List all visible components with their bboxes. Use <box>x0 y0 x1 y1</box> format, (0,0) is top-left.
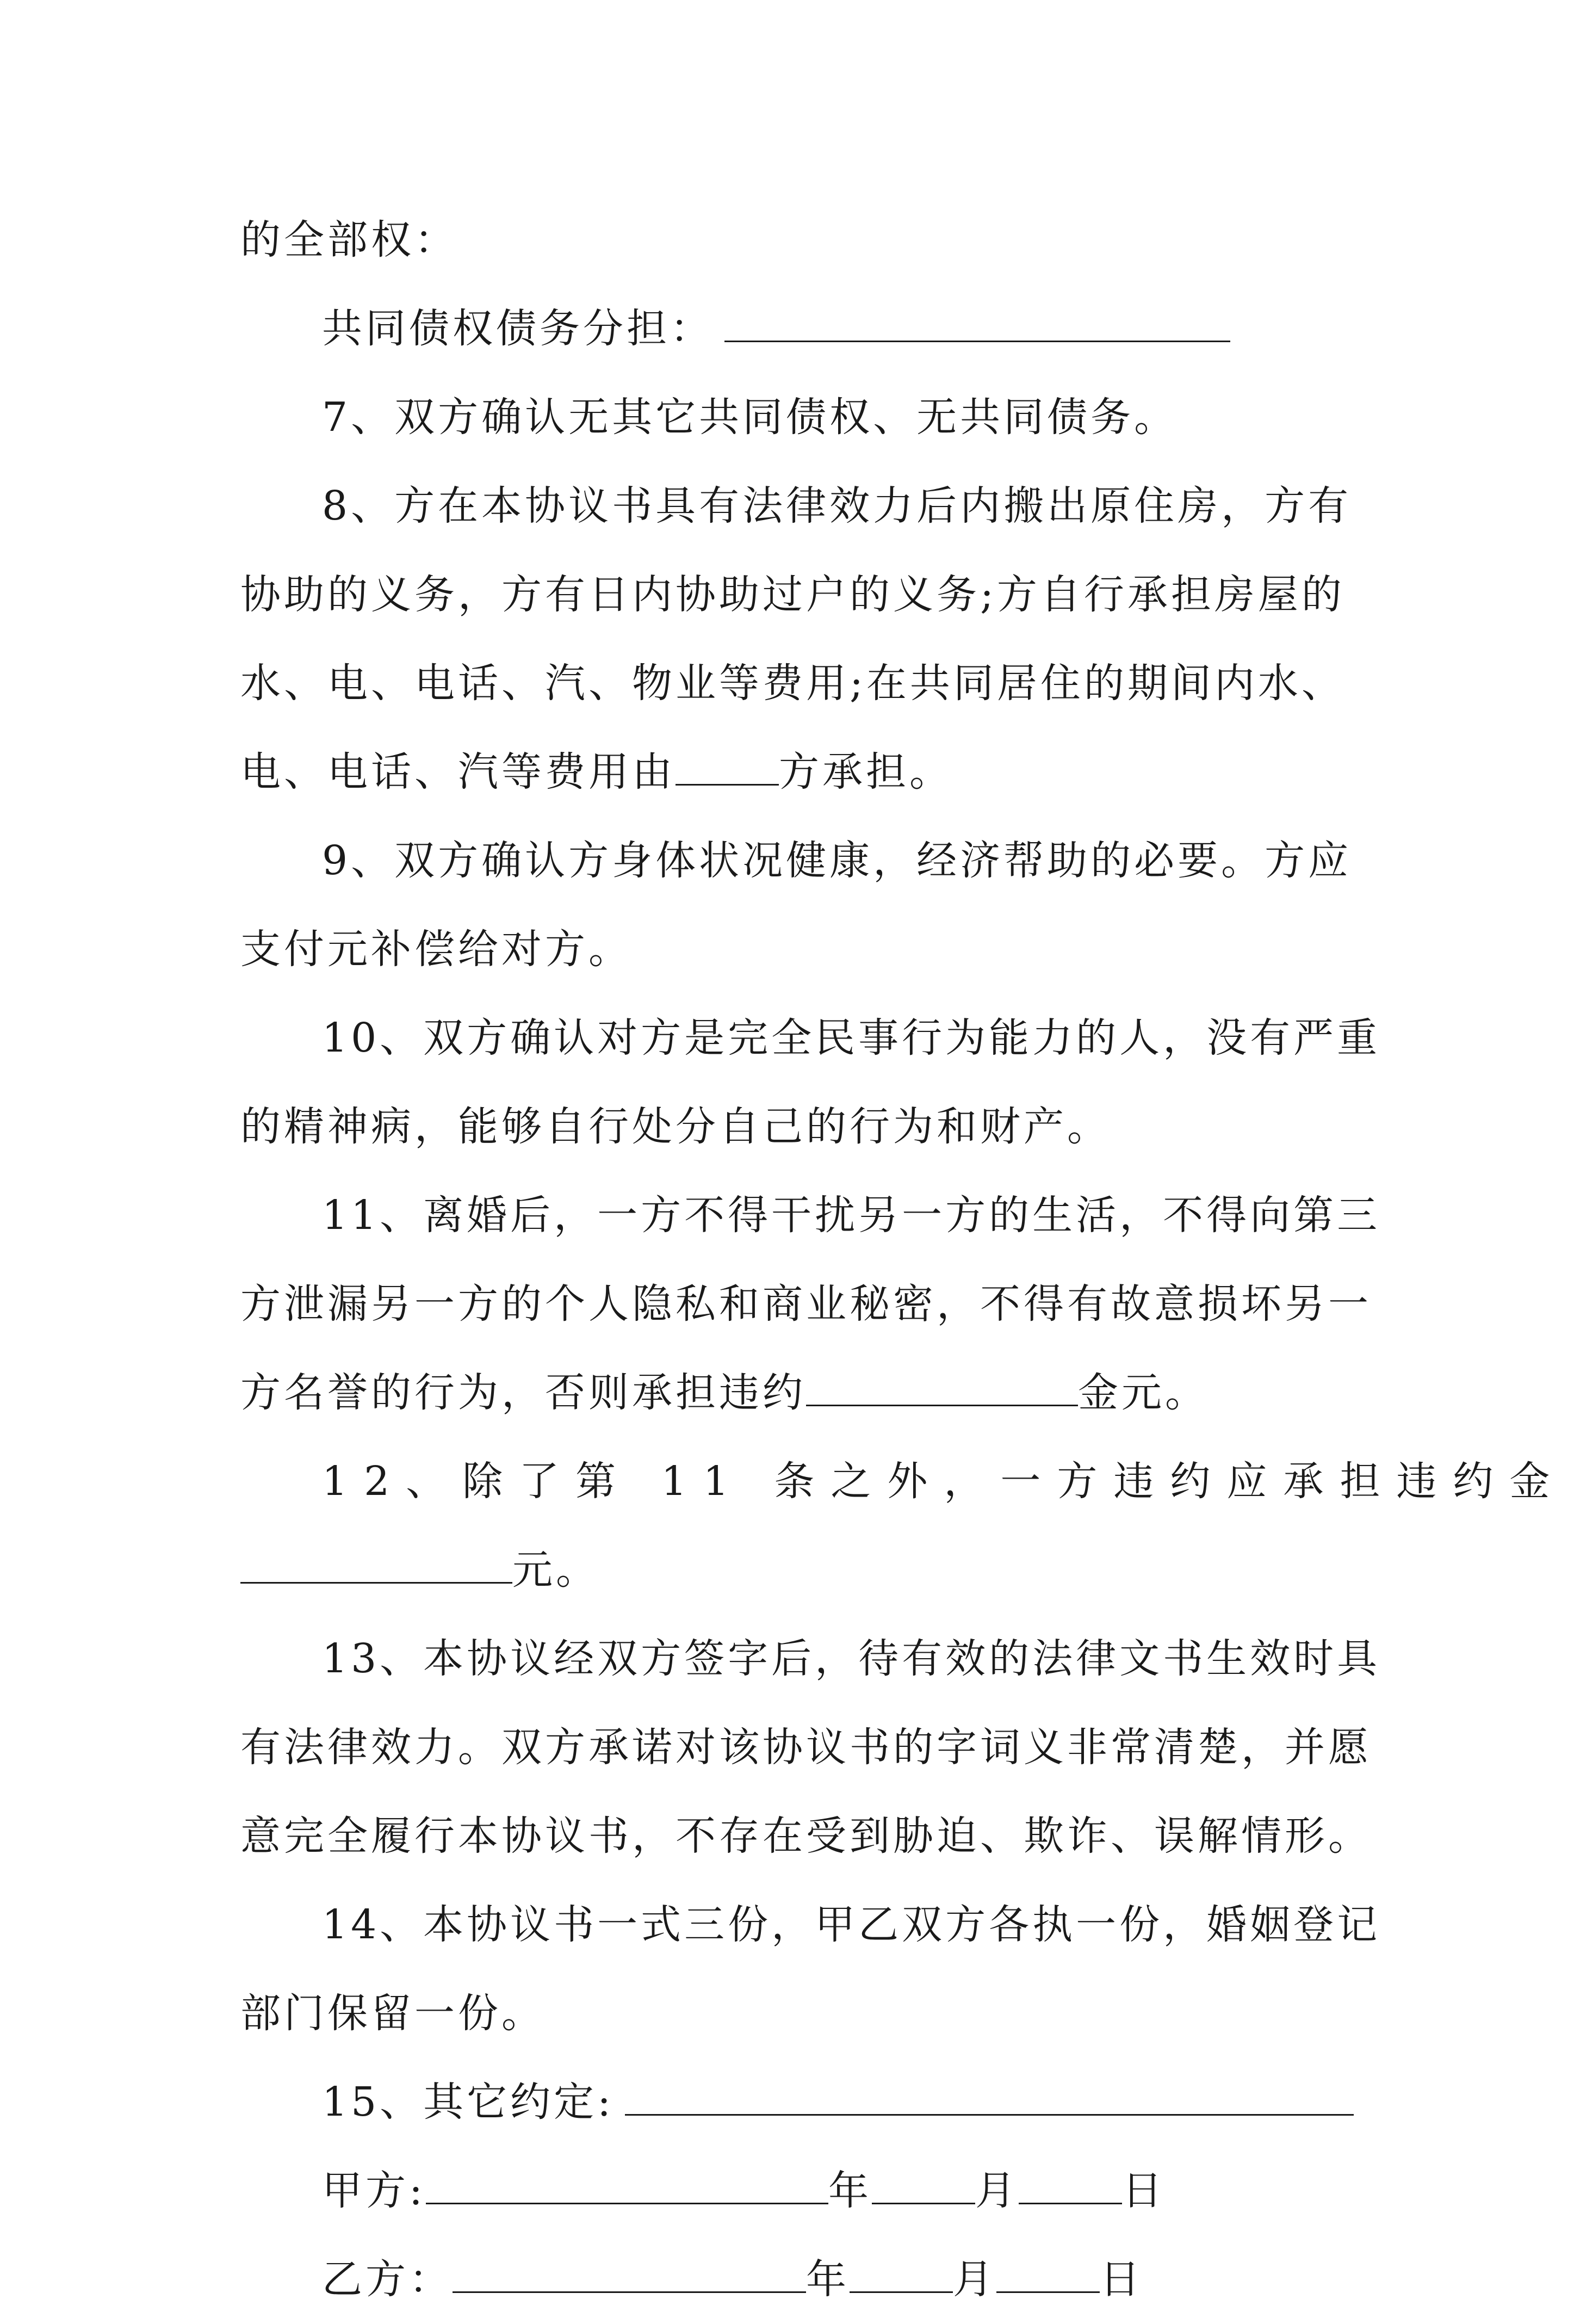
clause-7: 7、双方确认无其它共同债权、无共同债务。 <box>322 394 1178 441</box>
debt-sharing-label: 共同债权债务分担： <box>322 305 714 352</box>
clause-15-line <box>240 2058 1346 2147</box>
clause-8-line-2: 协助的义务，方有日内协助过户的义务;方自行承担房屋的 <box>240 571 1345 618</box>
clause-15-blank <box>625 2081 1354 2116</box>
party-a-month-label: 月 <box>975 2167 1019 2214</box>
party-a-label: 甲方: <box>322 2167 426 2214</box>
party-b-day-blank <box>996 2259 1100 2293</box>
clause-8-line-1: 8、方在本协议书具有法律效力后内搬出原住房，方有 <box>322 483 1352 529</box>
party-b-signature-row <box>240 2235 1346 2324</box>
clause-11-blank <box>806 1372 1078 1406</box>
debt-sharing-line <box>240 285 1346 373</box>
clause-8-tail: 方承担。 <box>779 749 953 795</box>
clause-12-blank <box>240 1549 512 1584</box>
party-a-name-blank <box>426 2170 828 2204</box>
party-a-signature-row <box>240 2147 1346 2235</box>
party-a-day-label: 日 <box>1121 2167 1166 2214</box>
clause-8-line-4 <box>240 728 1346 817</box>
clause-11-text: 方名誉的行为，否则承担违约 <box>240 1369 806 1416</box>
clause-12-tail: 元。 <box>512 1547 599 1593</box>
party-b-month-blank <box>850 2259 953 2293</box>
party-a-day-blank <box>1019 2170 1122 2204</box>
clause-13-line-2: 有法律效力。双方承诺对该协议书的字词义非常清楚，并愿 <box>240 1724 1372 1771</box>
clause-8-blank <box>676 751 779 786</box>
clause-14-line-2: 部门保留一份。 <box>240 1990 545 2037</box>
clause-9-line-1: 9、双方确认方身体状况健康，经济帮助的必要。方应 <box>322 837 1352 884</box>
clause-15-label: 15、其它约定: <box>322 2079 615 2125</box>
clause-9-line-2: 支付元补偿给对方。 <box>240 926 632 973</box>
party-b-name-blank <box>453 2259 806 2293</box>
clause-13-line-1: 13、本协议经双方签字后，待有效的法律文书生效时具 <box>322 1635 1381 1682</box>
paragraph-line: 的全部权： <box>240 217 458 263</box>
clause-8-text: 电、电话、汽等费用由 <box>240 749 676 795</box>
party-a-month-blank <box>872 2170 975 2204</box>
agreement-body <box>240 196 1566 2324</box>
party-b-year-label: 年 <box>806 2256 850 2303</box>
clause-11-line-1: 11、离婚后，一方不得干扰另一方的生活，不得向第三 <box>322 1192 1381 1239</box>
party-a-year-label: 年 <box>828 2167 872 2214</box>
clause-10-line-1: 10、双方确认对方是完全民事行为能力的人，没有严重 <box>322 1015 1381 1061</box>
clause-10-line-2: 的精神病，能够自行处分自己的行为和财产。 <box>240 1103 1111 1150</box>
clause-14-line-1: 14、本协议书一式三份，甲乙双方各执一份，婚姻登记 <box>322 1901 1381 1948</box>
clause-12-line-2 <box>240 1526 1346 1615</box>
clause-13-line-3: 意完全履行本协议书，不存在受到胁迫、欺诈、误解情形。 <box>240 1813 1372 1859</box>
clause-11-line-2: 方泄漏另一方的个人隐私和商业秘密，不得有故意损坏另一 <box>240 1281 1372 1327</box>
party-b-day-label: 日 <box>1100 2256 1143 2303</box>
clause-11-tail: 金元。 <box>1078 1369 1209 1416</box>
clause-12-line-1: 12、除了第 11 条之外，一方违约应承担违约金 <box>322 1458 1566 1505</box>
debt-sharing-blank <box>724 308 1230 342</box>
party-b-label: 乙方： <box>322 2256 453 2303</box>
party-b-month-label: 月 <box>953 2256 996 2303</box>
clause-8-line-3: 水、电、电话、汽、物业等费用;在共同居住的期间内水、 <box>240 660 1345 707</box>
clause-11-line-3 <box>240 1349 1346 1437</box>
